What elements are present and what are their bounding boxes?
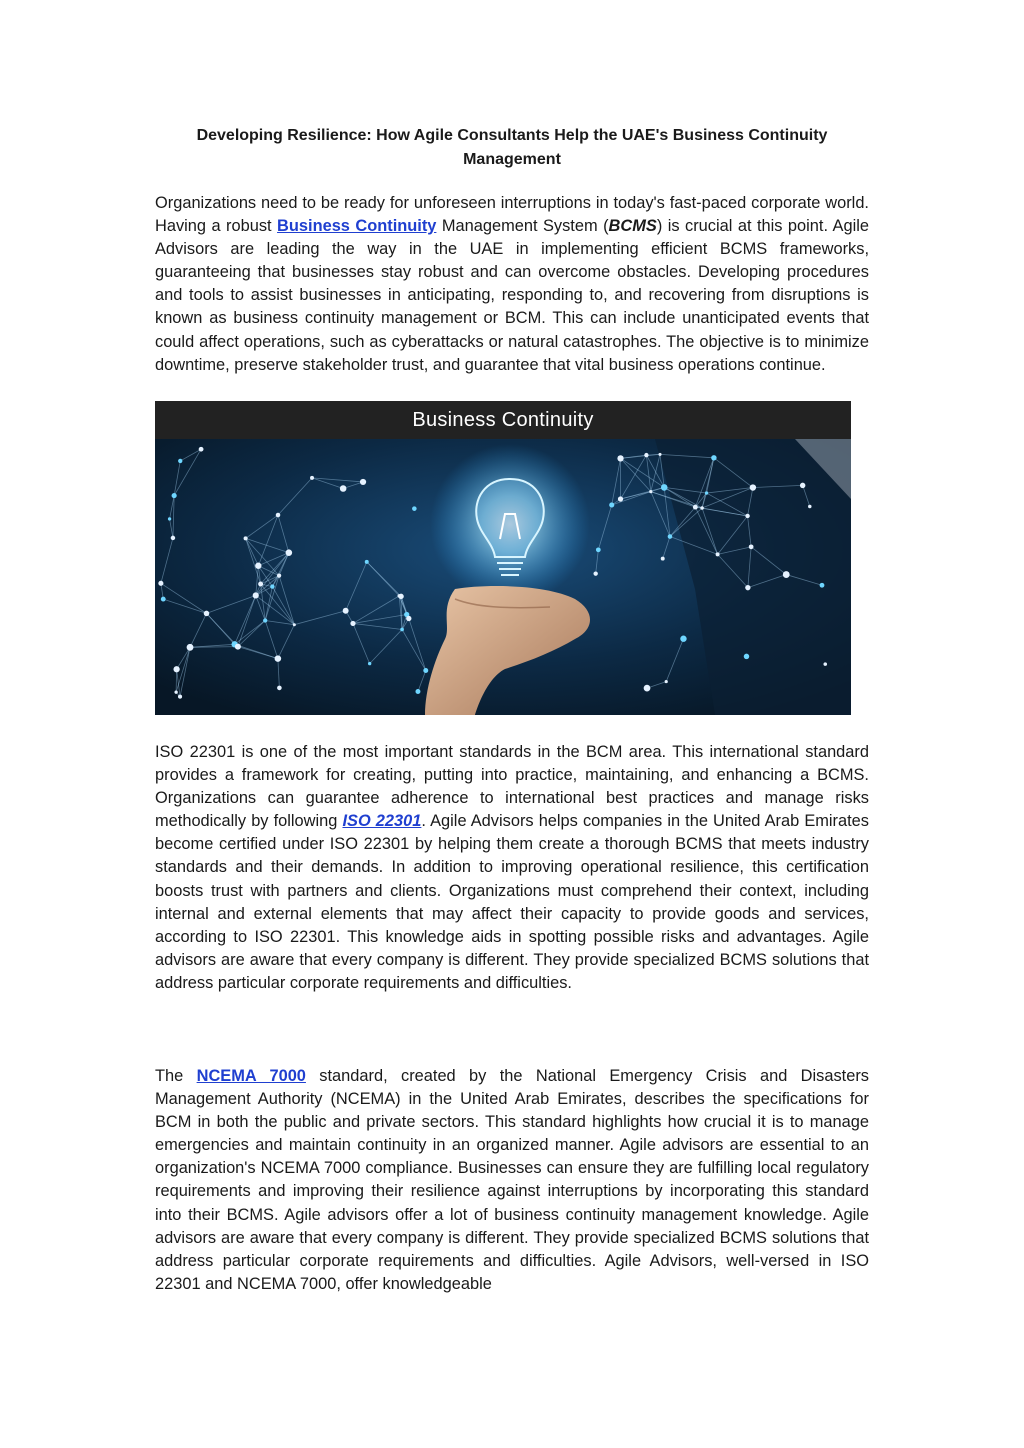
network-node <box>423 668 428 673</box>
network-node <box>397 594 401 598</box>
network-node <box>253 592 259 598</box>
iso-22301-link[interactable]: ISO 22301 <box>342 812 422 831</box>
network-node <box>749 544 754 549</box>
network-node <box>617 455 623 461</box>
network-node <box>161 597 166 602</box>
network-node <box>665 680 668 683</box>
business-continuity-link[interactable]: Business Continuity <box>277 217 437 236</box>
paragraph-text: ISO 22301 is one of the most important standards in the BCM area. This international standard provides a framework for creating, putting into practice, maintaining, and enhancing a BCMS. Organizations can guarantee adherence to international best practices and manage risks methodically by following <box>155 743 869 831</box>
paragraph-iso <box>155 741 869 995</box>
network-node <box>644 453 648 457</box>
network-node <box>340 485 347 492</box>
network-node <box>174 691 177 694</box>
network-node <box>808 505 811 508</box>
network-node <box>661 557 665 561</box>
network-node <box>343 608 349 614</box>
network-node <box>596 547 601 552</box>
network-node <box>700 506 704 510</box>
document-title: Developing Resilience: How Agile Consultants Help the UAE's Business Continuity Management <box>196 127 828 168</box>
ncema-7000-link[interactable]: NCEMA 7000 <box>196 1067 306 1085</box>
network-node <box>277 573 281 577</box>
paragraph-text: standard, created by the National Emergency Crisis and Disasters Management Authority (NCEMA) in the United Arab Emirates, describes the specifications for BCM in both the public and private sectors. This standard highlights how crucial it is to manage emergencies and maintain continuity in an organized manner. Agile advisors are essential to an organization's NCEMA 7000 compliance. Businesses can ensure they are fulfilling local regulatory requirements and improving their resilience against interruptions by incorporating this standard into their BCMS. Agile advisors offer a lot of business continuity management knowledge. Agile advisors are aware that every company is different. They provide specialized BCMS solutions that address particular corporate requirements and difficulties. Agile Advisors, well-versed in ISO 22301 and NCEMA 7000, offer knowledgeable <box>155 1067 869 1293</box>
network-node <box>178 695 182 699</box>
network-node <box>745 585 750 590</box>
paragraph-text: ) is crucial at this point. Agile Advisors are leading the way in the UAE in implementing efficient BCMS frameworks, guaranteeing that businesses stay robust and can overcome obstacles. Developing procedures and tools to assist businesses in anticipating, responding to, and recovering from disruptions is known as business continuity management or BCM. This can include unanticipated events that could affect operations, such as cyberattacks or natural catastrophes. The objective is to minimize downtime, preserve stakeholder trust, and guarantee that vital business operations continue. <box>155 217 869 374</box>
network-node <box>800 483 805 488</box>
network-node <box>823 662 827 666</box>
network-node <box>649 490 652 493</box>
network-node <box>745 514 749 518</box>
network-node <box>618 496 623 501</box>
paragraph-text: Management System ( <box>436 217 609 236</box>
network-node <box>750 484 756 490</box>
network-lightbulb-illustration <box>155 439 851 715</box>
network-node <box>609 502 614 507</box>
network-node <box>644 685 651 692</box>
network-node <box>263 618 267 622</box>
network-node <box>235 644 241 650</box>
network-node <box>158 581 163 586</box>
paragraph-ncema <box>155 1065 869 1296</box>
network-node <box>258 582 263 587</box>
paragraph-text: The <box>155 1067 197 1085</box>
network-node <box>350 621 355 626</box>
paragraph-intro <box>155 192 869 377</box>
paragraph-text: Organizations need to be ready for unforeseen interruptions in today's fast-paced corporate world. Having a robust <box>155 194 869 236</box>
network-node <box>277 686 282 691</box>
bcms-emphasis: BCMS <box>608 217 657 236</box>
network-node <box>406 616 411 621</box>
network-node <box>658 453 661 456</box>
network-node <box>270 584 274 588</box>
network-node <box>275 655 282 662</box>
network-node <box>293 623 296 626</box>
network-node <box>168 517 171 520</box>
network-node <box>360 479 366 485</box>
network-node <box>255 563 261 569</box>
network-node <box>171 536 176 541</box>
network-node <box>716 552 720 556</box>
network-node <box>244 536 248 540</box>
network-node <box>187 644 194 651</box>
business-continuity-image <box>155 401 851 715</box>
network-node <box>286 549 293 556</box>
network-node <box>204 611 210 617</box>
network-node <box>178 459 182 463</box>
network-node <box>820 583 825 588</box>
network-node <box>172 493 177 498</box>
network-node <box>412 506 417 511</box>
paragraph-text: . Agile Advisors helps companies in the United Arab Emirates become certified under ISO 22301 by helping them create a thorough BCMS that meets industry standards and their demands. In addition to improving operational resilience, this certification boosts trust with partners and clients. Organizations must comprehend their context, including internal and external elements that may affect their capacity to provide goods and services, according to ISO 22301. This knowledge aids in spotting possible risks and advantages. Agile advisors are aware that every company is different. They provide specialized BCMS solutions that address particular corporate requirements and difficulties. <box>155 812 869 992</box>
network-node <box>661 484 668 491</box>
network-node <box>783 571 790 578</box>
network-node <box>680 636 686 642</box>
network-node <box>744 654 749 659</box>
network-node <box>693 505 698 510</box>
network-node <box>310 476 314 480</box>
network-node <box>199 447 204 452</box>
network-node <box>400 628 404 632</box>
network-node <box>711 455 716 460</box>
network-node <box>368 662 371 665</box>
network-node <box>173 666 179 672</box>
network-node <box>668 534 673 539</box>
network-node <box>276 513 281 518</box>
image-banner-title: Business Continuity <box>155 401 851 439</box>
network-node <box>705 491 708 494</box>
network-node <box>365 560 369 564</box>
network-node <box>593 571 597 575</box>
network-node <box>415 689 420 694</box>
